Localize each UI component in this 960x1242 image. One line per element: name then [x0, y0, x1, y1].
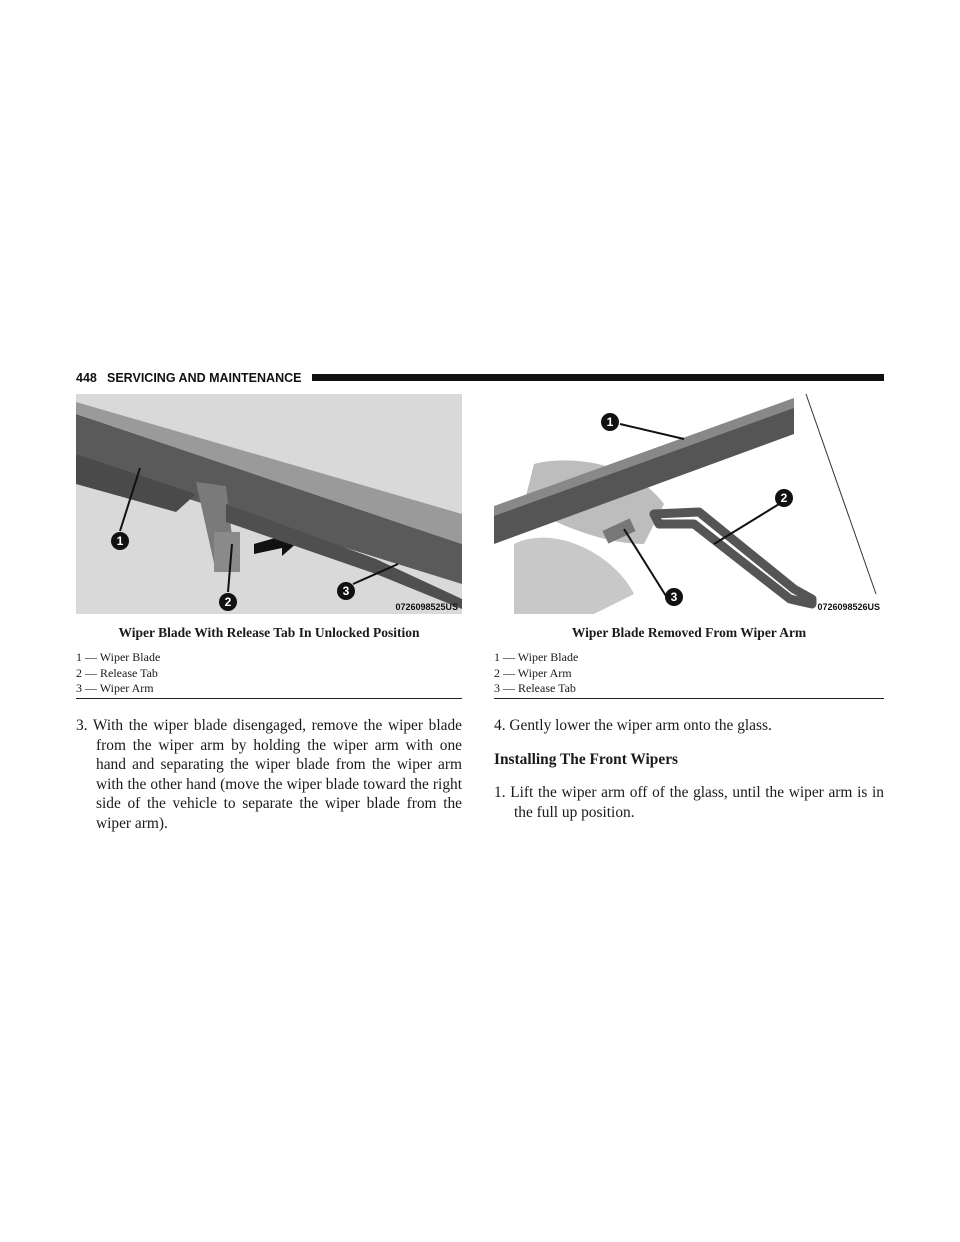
callout-3: 3 [342, 584, 350, 598]
step-4-text: 4. Gently lower the wiper arm onto the glass. [494, 717, 772, 734]
callout-2: 2 [780, 491, 788, 505]
figure-caption: Wiper Blade Removed From Wiper Arm [571, 625, 807, 640]
section-title: SERVICING AND MAINTENANCE [107, 371, 302, 385]
page-header [76, 370, 884, 386]
callout-1: 1 [116, 534, 124, 548]
legend-item: 3 — Release Tab [494, 681, 576, 695]
step-3-text: 3. With the wiper blade disengaged, remove the wiper blade from the wiper arm by holding the wiper arm with one hand and separating the wiper blade from the wiper arm with the other hand (move the wiper blade toward the right side of the vehicle to separate the wiper blade from the wiper arm). [76, 717, 462, 832]
callout-2: 2 [224, 595, 232, 609]
legend-item: 2 — Release Tab [76, 665, 158, 680]
figure-blade-removed [494, 394, 884, 614]
callout-1: 1 [606, 415, 614, 429]
figure-legend [76, 650, 462, 697]
step-1-text: 1. Lift the wiper arm off of the glass, until the wiper arm is in the full up position. [494, 784, 884, 821]
figure-code: 0726098525US [395, 602, 458, 612]
subheading: Installing The Front Wipers [494, 750, 679, 768]
legend-item: 3 — Wiper Arm [76, 681, 154, 695]
legend-rule [494, 698, 884, 699]
figure-release-tab-unlocked [76, 394, 462, 614]
page-number: 448 [76, 371, 97, 385]
figure-legend [494, 650, 884, 697]
header-rule [312, 374, 884, 381]
right-column [494, 716, 884, 822]
figure-caption: Wiper Blade With Release Tab In Unlocked Position [118, 625, 420, 640]
left-column [76, 716, 462, 833]
figure-code: 0726098526US [817, 602, 880, 612]
callout-3: 3 [670, 590, 678, 604]
legend-rule [76, 698, 462, 699]
wiper-blade-removed-illustration [494, 394, 884, 614]
legend-item: 1 — Wiper Blade [76, 650, 161, 664]
wiper-blade-illustration [76, 394, 462, 614]
legend-item: 2 — Wiper Arm [494, 665, 572, 680]
legend-item: 1 — Wiper Blade [494, 650, 579, 664]
